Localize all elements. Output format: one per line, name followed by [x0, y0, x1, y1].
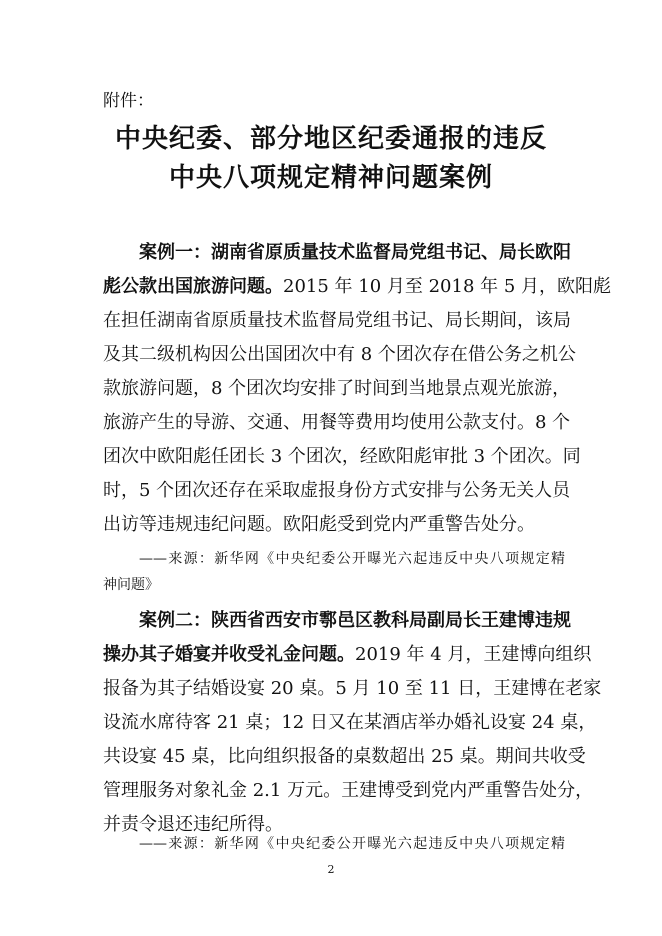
case1-line: 旅游产生的导游、交通、用餐等费用均使用公款支付。8 个: [103, 412, 571, 433]
case2-source: ——来源：新华网《中央纪委公开曝光六起违反中央八项规定精: [139, 836, 565, 852]
case1-line: 出访等违规违纪问题。欧阳彪受到党内严重警告处分。: [103, 514, 535, 535]
case1-line: 时，5 个团次还存在采取虚报身份方式安排与公务无关人员: [103, 480, 571, 501]
case2-line: 报备为其子结婚设宴 20 桌。5 月 10 至 11 日，王建博在老家: [103, 678, 602, 699]
document-title-line-1: 中央纪委、部分地区纪委通报的违反: [114, 124, 547, 154]
case1-line: 及其二级机构因公出国团次中有 8 个团次存在借公务之机公: [103, 344, 576, 365]
attachment-label: 附件：: [103, 91, 154, 111]
page-number: 2: [327, 863, 335, 876]
case2-line: 并责令退还违纪所得。: [103, 814, 283, 835]
document-title-line-2: 中央八项规定精神问题案例: [168, 163, 493, 193]
case1-line: 在担任湖南省原质量技术监督局党组书记、局长期间，该局: [103, 310, 571, 331]
case2-line: 设流水席待客 21 桌；12 日又在某酒店举办婚礼设宴 24 桌，: [103, 712, 597, 733]
case2-line: 案例二：陕西省西安市鄠邑区教科局副局长王建博违规: [139, 610, 571, 631]
case1-source: ——来源：新华网《中央纪委公开曝光六起违反中央八项规定精: [139, 551, 565, 567]
case1-source-continued: 神问题》: [103, 577, 159, 593]
case1-line: 团次中欧阳彪任团长 3 个团次，经欧阳彪审批 3 个团次。同: [103, 446, 581, 467]
case1-line: 款旅游问题，8 个团次均安排了时间到当地景点观光旅游，: [103, 378, 571, 399]
case2-line: 共设宴 45 桌，比向组织报备的桌数超出 25 桌。期间共收受: [103, 746, 586, 767]
case1-line: 彪公款出国旅游问题。2015 年 10 月至 2018 年 5 月，欧阳彪: [103, 276, 612, 297]
case2-line: 管理服务对象礼金 2.1 万元。王建博受到党内严重警告处分，: [103, 780, 594, 801]
case1-line: 案例一：湖南省原质量技术监督局党组书记、局长欧阳: [139, 242, 571, 263]
case2-line: 操办其子婚宴并收受礼金问题。2019 年 4 月，王建博向组织: [103, 644, 592, 665]
